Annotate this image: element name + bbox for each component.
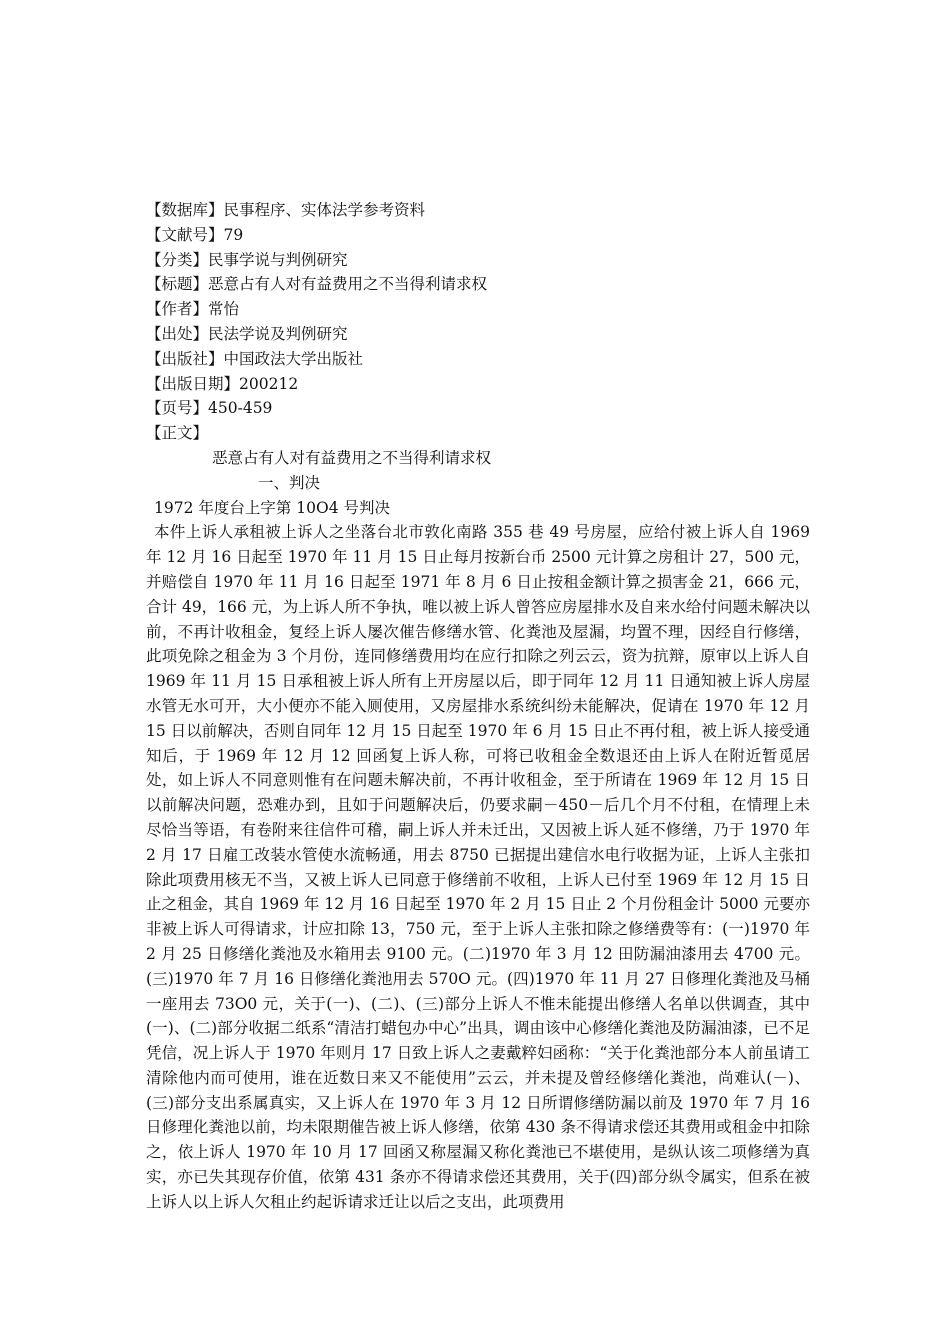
meta-label: 【数据库】: [146, 201, 224, 219]
meta-value: 中国政法大学出版社: [223, 349, 364, 368]
meta-pages: [146, 396, 810, 421]
article-body: [146, 520, 810, 1214]
meta-database: [146, 198, 810, 223]
meta-label: 【页号】: [146, 399, 209, 418]
meta-body-label: [146, 421, 810, 446]
meta-label: 【分类】: [146, 250, 209, 269]
meta-source: [146, 322, 810, 347]
meta-value: 79: [223, 225, 244, 244]
meta-value: 常怡: [208, 300, 240, 319]
section-heading: 一、判决: [258, 473, 321, 492]
meta-value: 200212: [239, 374, 299, 393]
meta-label: 【标题】: [146, 275, 209, 294]
meta-publish-date: [146, 372, 810, 397]
meta-label: 【出版社】: [146, 349, 224, 368]
meta-label: 【出版日期】: [146, 374, 240, 393]
meta-value: 450-459: [208, 399, 273, 418]
document-page: [146, 198, 810, 1215]
meta-value: 民事程序、实体法学参考资料: [223, 201, 426, 219]
meta-category: [146, 248, 810, 273]
meta-publisher: [146, 347, 810, 372]
meta-author: [146, 297, 810, 322]
meta-doc-number: [146, 223, 810, 248]
meta-value: 恶意占有人对有益费用之不当得利请求权: [208, 275, 488, 294]
meta-label: 【出处】: [146, 324, 209, 343]
meta-title: [146, 272, 810, 297]
meta-value: 民事学说与判例研究: [208, 250, 348, 269]
article-title: 恶意占有人对有益费用之不当得利请求权: [212, 448, 492, 467]
meta-label: 【作者】: [146, 300, 209, 319]
meta-label: 【正文】: [146, 424, 209, 443]
meta-value: 民法学说及判例研究: [208, 324, 348, 343]
meta-label: 【文献号】: [146, 225, 224, 244]
case-number: 1972 年度台上字第 10O4 号判决: [154, 498, 391, 517]
body-paragraph: 本件上诉人承租被上诉人之坐落台北市敦化南路 355 巷 49 号房屋，应给付被上诉人自 1969 年 12 月 16 日起至 1970 年 11 月 15 日止每月按新台币 2500 元计算之房租计 27，500 元，并赔偿自 1970 年 11 月 16 日起至 1971 年 8 月 6 日止按租金额计算之损害金 21，666 元，合计 49，166 元，为上诉人所不争执，唯以被上诉人曾答应房屋排水及自来水给付问题未解决以前，不再计收租金，复经上诉人屡次催告修缮水管、化粪池及屋漏，均置不理，因经自行修缮，此项免除之租金为 3 个月份，连同修缮费用均在应行扣除之列云云，资为抗辩，原审以上诉人自 1969 年 11 月 15 日承租被上诉人所有上开房屋以后，即于同年 12 月 11 日通知被上诉人房屋水管无水可开，大小便亦不能入厕使用，又房屋排水系统纠纷未能解决，促请在 1970 年 12 月 15 日以前解决，否则自同年 12 月 15 日起至 1970 年 6 月 15 日止不再付租，被上诉人接受通知后，于 1969 年 12 月 12 回函复上诉人称，可将已收租金全数退还由上诉人在附近暂觅居处，如上诉人不同意则惟有在问题未解决前，不再计收租金，至于所请在 1969 年 12 月 15 日以前解决问题，恐难办到，且如于问题解决后，仍要求嗣－450－后几个月不付租，在情理上未尽恰当等语，有卷附来往信件可稽，嗣上诉人并未迁出，又因被上诉人延不修缮，乃于 1970 年 2 月 17 日雇工改装水管使水流畅通，用去 8750 已据提出建信水电行收据为证，上诉人主张扣除此项费用核无不当，又被上诉人已同意于修缮前不收租，上诉人已付至 1969 年 12 月 15 日止之租金，其自 1969 年 12 月 16 日起至 1970 年 2 月 15 日止 2 个月份租金计 5000 元要亦非被上诉人可得请求，计应扣除 13，750 元，至于上诉人主张扣除之修缮费等有：(一)1970 年 2 月 25 日修缮化粪池及水箱用去 9100 元。(二)1970 年 3 月 12 田防漏油漆用去 4700 元。(三)1970 年 7 月 16 日修缮化粪池用去 570O 元。(四)1970 年 11 月 27 日修理化粪池及马桶一座用去 73O0 元，关于(一)、(二)、(三)部分上诉人不惟未能提出修缮人名单以供调查，其中(一)、(二)部分收据二纸系“清洁打蜡包办中心”出具，调由该中心修缮化粪池及防漏油漆，已不足凭信，况上诉人于 1970 年则月 17 日致上诉人之妻戴粹妇函称：“关于化粪池部分本人前虽请工清除他内而可使用，谁在近数日来又不能使用”云云，并未提及曾经修缮化粪池，尚难认(－)、(三)部分支出系属真实，又上诉人在 1970 年 3 月 12 日所谓修缮防漏以前及 1970 年 7 月 16 日修理化粪池以前，均未限期催告被上诉人修缮，依第 430 条不得请求偿还其费用或租金中扣除之，依上诉人 1970 年 10 月 17 回函又称屋漏又称化粪池已不堪使用，是纵认该二项修缮为真实，亦已失其现存价值，依第 431 条亦不得请求偿还其费用，关于(四)部分纵令属实，但系在被上诉人以上诉人欠租止约起诉请求迁让以后之支出，此项费用: [146, 523, 810, 1211]
